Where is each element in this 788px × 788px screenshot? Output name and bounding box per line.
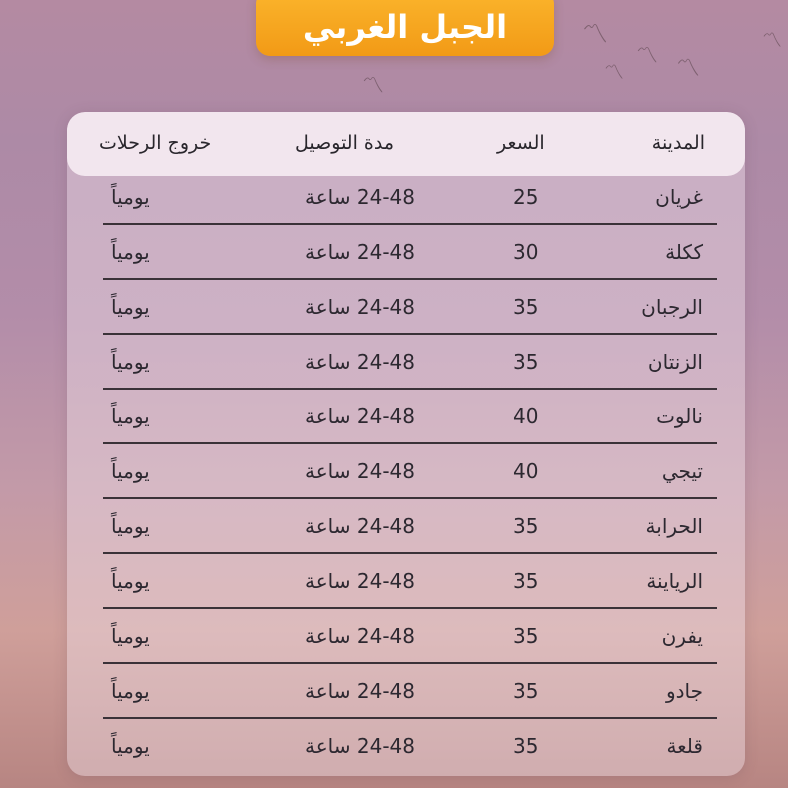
bird-icon: 〽 — [636, 44, 659, 69]
city-cell: غريان — [655, 185, 703, 209]
row-divider — [103, 278, 717, 280]
departure-cell: يومياً — [111, 459, 150, 483]
departure-cell: يومياً — [111, 295, 150, 319]
duration-cell: 24-48 ساعة — [305, 404, 415, 428]
price-cell: 40 — [513, 459, 539, 483]
city-cell: الحرابة — [645, 514, 703, 538]
city-cell: جادو — [665, 679, 703, 703]
duration-cell: 24-48 ساعة — [305, 459, 415, 483]
title-banner — [256, 0, 554, 56]
price-cell: 35 — [513, 679, 539, 703]
duration-cell: 24-48 ساعة — [305, 295, 415, 319]
header-city: المدينة — [651, 132, 705, 154]
departure-cell: يومياً — [111, 624, 150, 648]
header-price: السعر — [497, 132, 545, 154]
departure-cell: يومياً — [111, 514, 150, 538]
city-cell: الزنتان — [647, 350, 703, 374]
price-cell: 35 — [513, 624, 539, 648]
price-cell: 35 — [513, 734, 539, 758]
table-row — [103, 610, 717, 664]
page-title: الجبل الغربي — [302, 8, 508, 46]
city-cell: تيجي — [661, 459, 703, 483]
city-cell: نالوت — [656, 404, 703, 428]
price-table — [67, 112, 745, 776]
table-row — [103, 555, 717, 609]
bird-icon: 〽 — [582, 20, 609, 50]
city-cell: يفرن — [661, 624, 703, 648]
duration-cell: 24-48 ساعة — [305, 240, 415, 264]
table-row — [103, 226, 717, 280]
price-cell: 25 — [513, 185, 539, 209]
departure-cell: يومياً — [111, 350, 150, 374]
table-row — [103, 445, 717, 499]
header-duration: مدة التوصيل — [295, 132, 395, 154]
duration-cell: 24-48 ساعة — [305, 624, 415, 648]
price-cell: 35 — [513, 514, 539, 538]
price-cell: 35 — [513, 295, 539, 319]
row-divider — [103, 223, 717, 225]
price-cell: 35 — [513, 350, 539, 374]
table-header — [67, 112, 745, 176]
departure-cell: يومياً — [111, 569, 150, 593]
departure-cell: يومياً — [111, 404, 150, 428]
table-row — [103, 500, 717, 554]
duration-cell: 24-48 ساعة — [305, 679, 415, 703]
header-departure: خروج الرحلات — [99, 132, 212, 154]
table-row — [103, 390, 717, 444]
table-row — [103, 665, 717, 719]
table-row — [103, 336, 717, 390]
departure-cell: يومياً — [111, 185, 150, 209]
bird-icon: 〽 — [604, 60, 624, 84]
departure-cell: يومياً — [111, 734, 150, 758]
departure-cell: يومياً — [111, 679, 150, 703]
bird-icon: 〽 — [362, 74, 385, 99]
table-row — [103, 281, 717, 335]
bird-icon: 〽 — [762, 28, 782, 52]
city-cell: الرجبان — [641, 295, 703, 319]
duration-cell: 24-48 ساعة — [305, 514, 415, 538]
table-row — [103, 720, 717, 774]
table-row — [103, 171, 717, 225]
duration-cell: 24-48 ساعة — [305, 185, 415, 209]
duration-cell: 24-48 ساعة — [305, 350, 415, 374]
city-cell: الرياينة — [646, 569, 703, 593]
row-divider — [103, 607, 717, 609]
city-cell: قلعة — [666, 734, 703, 758]
departure-cell: يومياً — [111, 240, 150, 264]
duration-cell: 24-48 ساعة — [305, 569, 415, 593]
row-divider — [103, 333, 717, 335]
row-divider — [103, 552, 717, 554]
row-divider — [103, 497, 717, 499]
row-divider — [103, 442, 717, 444]
duration-cell: 24-48 ساعة — [305, 734, 415, 758]
city-cell: ككلة — [665, 240, 703, 264]
price-cell: 30 — [513, 240, 539, 264]
bird-icon: 〽 — [676, 54, 700, 82]
price-cell: 35 — [513, 569, 539, 593]
price-cell: 40 — [513, 404, 539, 428]
row-divider — [103, 717, 717, 719]
row-divider — [103, 662, 717, 664]
